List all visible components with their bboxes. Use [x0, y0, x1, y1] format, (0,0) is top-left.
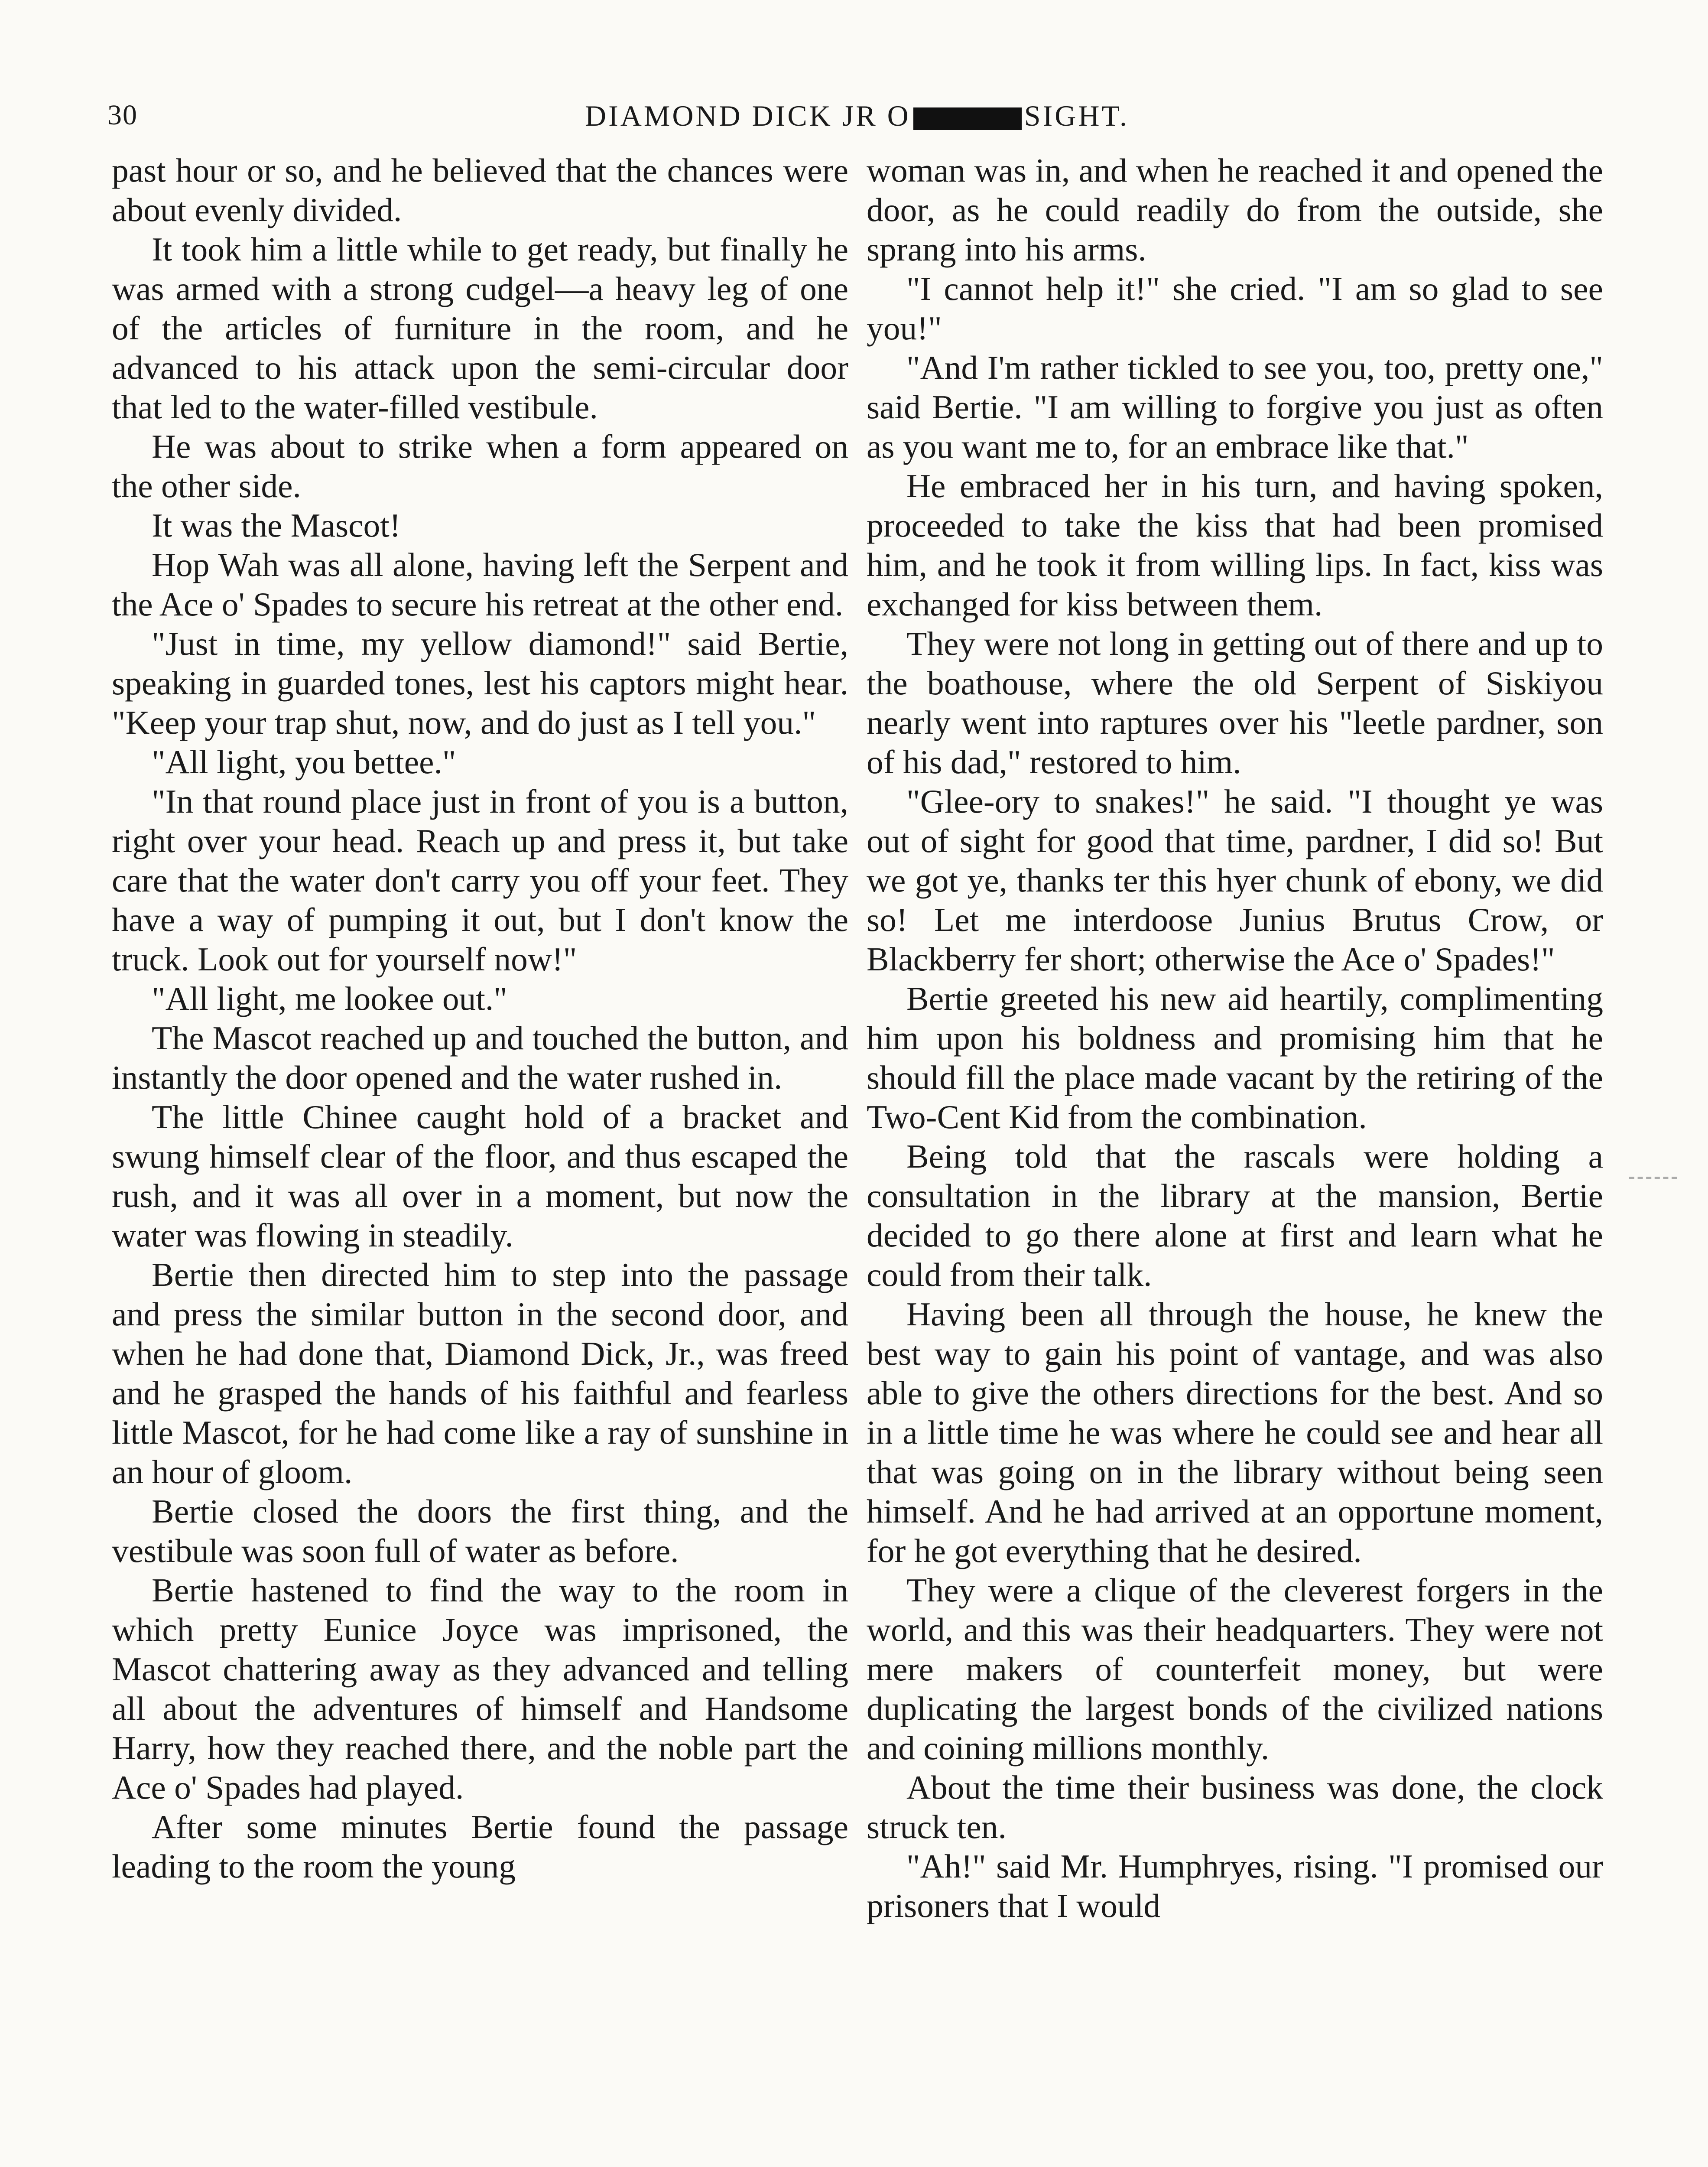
paragraph: woman was in, and when he reached it and opened the door, as he could readily do from the outside, she sprang into his arms. [867, 152, 1603, 268]
page-header [100, 99, 1616, 146]
ink-blot [913, 107, 1022, 130]
paragraph: "Just in time, my yellow diamond!" said Bertie, speaking in guarded tones, lest his captors might hear. "Keep your trap shut, now, and do just as I tell you." [112, 625, 848, 741]
paragraph: About the time their business was done, the clock struck ten. [867, 1769, 1603, 1845]
paragraph: He was about to strike when a form appeared on the other side. [112, 428, 848, 504]
paragraph: After some minutes Bertie found the passage leading to the room the young [112, 1808, 848, 1885]
paragraph: Being told that the rascals were holding a consultation in the library at the mansion, Bertie decided to go there alone at first and learn what he could from their talk. [867, 1138, 1603, 1293]
running-title-end: SIGHT. [1024, 99, 1129, 132]
paragraph: Hop Wah was all alone, having left the Serpent and the Ace o' Spades to secure his retreat at the other end. [112, 546, 848, 623]
paragraph: They were a clique of the cleverest forgers in the world, and this was their headquarters. They were not mere makers of counterfeit money, but were duplicating the largest bonds of the civilized nations and coining millions monthly. [867, 1572, 1603, 1767]
paragraph: The Mascot reached up and touched the button, and instantly the door opened and the water rushed in. [112, 1019, 848, 1096]
paragraph: "All light, me lookee out." [152, 980, 507, 1017]
paragraph: "In that round place just in front of you is a button, right over your head. Reach up and press it, but take care that the water don't carry you off your feet. They have a way of pumping it out, but I don't know the truck. Look out for yourself now!" [112, 783, 848, 978]
left-column [112, 151, 848, 1886]
paragraph: He embraced her in his turn, and having spoken, proceeded to take the kiss that had been promised him, and he took it from willing lips. In fact, kiss was exchanged for kiss between them. [867, 467, 1603, 623]
paragraph: "Ah!" said Mr. Humphryes, rising. "I promised our prisoners that I would [867, 1848, 1603, 1924]
paragraph: It took him a little while to get ready, but finally he was armed with a strong cudgel—a heavy leg of one of the articles of furniture in the room, and he advanced to his attack upon the semi-circular door that led to the water-filled vestibule. [112, 231, 848, 426]
paragraph: They were not long in getting out of there and up to the boathouse, where the old Serpent of Siskiyou nearly went into raptures over his "leetle pardner, son of his dad," restored to him. [867, 625, 1603, 781]
paragraph: It was the Mascot! [152, 507, 401, 544]
paragraph: past hour or so, and he believed that the chances were about evenly divided. [112, 152, 848, 228]
paragraph: "Glee-ory to snakes!" he said. "I thought ye was out of sight for good that time, pardner, I did so! But we got ye, thanks ter this hyer chunk of ebony, we did so! Let me interdoose Junius Brutus Crow, or Blackberry fer short; otherwise the Ace o' Spades!" [867, 783, 1603, 978]
paragraph: "And I'm rather tickled to see you, too, pretty one," said Bertie. "I am willing to forgive you just as often as you want me to, for an embrace like that." [867, 349, 1603, 465]
paragraph: "All light, you bettee." [152, 743, 456, 781]
paragraph: The little Chinee caught hold of a bracket and swung himself clear of the floor, and thus escaped the rush, and it was all over in a moment, but now the water was flowing in steadily. [112, 1098, 848, 1254]
page-number: 30 [107, 99, 138, 131]
right-column [867, 151, 1603, 1926]
paragraph: Bertie hastened to find the way to the room in which pretty Eunice Joyce was imprisoned, the Mascot chattering away as they advanced and telling all about the adventures of himself and Handsome Harry, how they reached there, and the noble part the Ace o' Spades had played. [112, 1572, 848, 1806]
paragraph: "I cannot help it!" she cried. "I am so glad to see you!" [867, 270, 1603, 347]
stray-ink-mark [1629, 1177, 1677, 1182]
paragraph: Bertie greeted his new aid heartily, complimenting him upon his boldness and promising him that he should fill the place made vacant by the retiring of the Two-Cent Kid from the combination. [867, 980, 1603, 1136]
paragraph: Having been all through the house, he knew the best way to gain his point of vantage, and was also able to give the others directions for the best. And so in a little time he was where he could see and hear all that was going on in the library without being seen himself. And he had arrived at an opportune moment, for he got everything that he desired. [867, 1295, 1603, 1569]
running-title [585, 99, 1129, 133]
paragraph: Bertie then directed him to step into the passage and press the similar button in the second door, and when he had done that, Diamond Dick, Jr., was freed and he grasped the hands of his faithful and fearless little Mascot, for he had come like a ray of sunshine in an hour of gloom. [112, 1256, 848, 1490]
running-title-start: DIAMOND DICK JR O [585, 99, 911, 132]
paragraph: Bertie closed the doors the first thing, and the vestibule was soon full of water as before. [112, 1493, 848, 1569]
